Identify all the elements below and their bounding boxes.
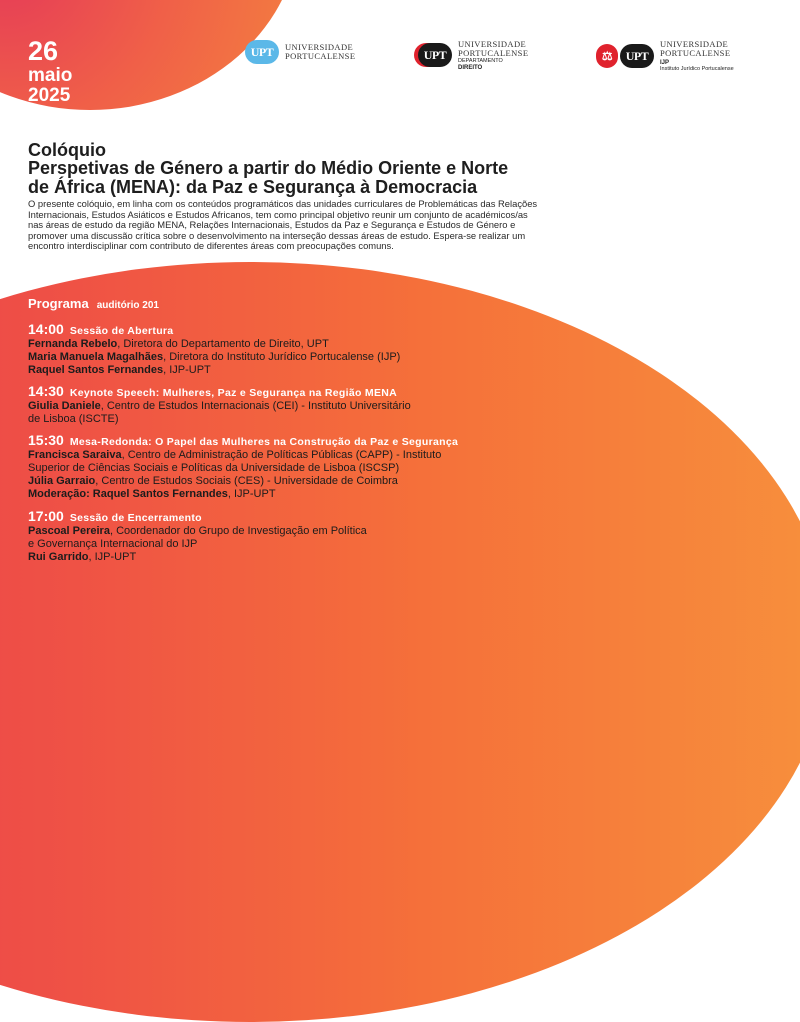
upt-mark-icon: UPT [620,44,654,68]
logo-line1: UNIVERSIDADE [285,42,354,53]
intro-line: nas áreas de estudo da região MENA, Relações Internacionais, Estudos da Paz e Segurança e Estudos de Género e [28,219,516,231]
speaker-role: , IJP-UPT [163,364,211,376]
moderator-name: Moderação: Raquel Santos Fernandes [28,488,228,500]
intro-line: promover uma discussão crítica sobre o desenvolvimento na interseção dessas áreas de estudo. Espera-se realizar um [28,229,526,241]
session-title: Keynote Speech: Mulheres, Paz e Segurança na Região MENA [69,387,398,399]
speaker-name: Pascoal Pereira [28,525,110,537]
logo-upt-direito [418,40,528,71]
program-heading [28,297,159,312]
logo-institute-name: Instituto Jurídico Portucalense [660,66,734,73]
speaker-role: , Centro de Administração de Políticas Públicas (CAPP) - Instituto [121,449,442,461]
logo-upt [245,40,355,64]
speaker-role: , Diretora do Instituto Jurídico Portucalense (IJP) [163,351,401,363]
logo-line1: UNIVERSIDADE [660,39,729,49]
session-title: Sessão de Abertura [69,325,174,337]
speaker-role-cont: e Governança Internacional do IJP [28,538,198,550]
program-title: Programa [28,296,89,311]
upt-mark-icon: UPT [245,40,279,64]
logo-line2: PORTUCALENSE [458,47,529,58]
scales-icon: ⚖ [596,44,618,68]
title-line-1: Colóquio [28,140,106,160]
title-line-2: Perspetivas de Género a partir do Médio Oriente e Norte [28,158,509,179]
speaker-name: Francisca Saraiva [28,449,122,461]
intro-line: Internacionais, Estudos Asiáticos e Estudos Africanos, tem como principal objetivo reunir um conjunto de académicos/as [28,208,528,220]
logo-line1: UNIVERSIDADE [458,39,527,49]
event-title [28,141,788,196]
speaker-role: , Diretora do Departamento de Direito, UPT [117,338,329,350]
session-title: Sessão de Encerramento [69,512,202,524]
speaker-role-cont: Superior de Ciências Sociais e Políticas da Universidade de Lisboa (ISCSP) [28,462,400,474]
session-time: 14:00 [28,321,64,337]
session-keynote [28,385,411,426]
intro-paragraph [28,199,780,252]
speaker-name: Rui Garrido [28,551,89,563]
session-title: Mesa-Redonda: O Papel das Mulheres na Construção da Paz e Segurança [69,436,459,448]
session-opening [28,323,400,377]
logo-institute-acronym: IJP [660,59,670,66]
session-time: 17:00 [28,508,64,524]
session-roundtable [28,434,458,501]
speaker-role: , Centro de Estudos Internacionais (CEI) - Instituto Universitário [100,400,411,412]
logo-upt-ijp [596,40,734,73]
speaker-name: Giulia Daniele [28,400,101,412]
logo-line2: PORTUCALENSE [285,51,356,61]
session-time: 15:30 [28,432,64,448]
speaker-name: Maria Manuela Magalhães [28,351,164,363]
speaker-name: Júlia Garraio [28,475,96,487]
speaker-role: , IJP-UPT [227,488,276,500]
program-room: auditório 201 [96,300,159,311]
logo-department: DEPARTAMENTO [458,57,503,64]
session-time: 14:30 [28,383,64,399]
date-month: maio [28,65,73,86]
logo-line2: PORTUCALENSE [660,47,731,58]
upt-mark-icon: UPT [418,43,452,67]
title-line-3: de África (MENA): da Paz e Segurança à Democracia [28,176,478,197]
intro-line: encontro interdisciplinar com contributo de diferentes áreas com preocupações comuns. [28,240,394,252]
speaker-role: , Coordenador do Grupo de Investigação em Política [109,525,367,537]
speaker-name: Raquel Santos Fernandes [28,364,164,376]
date-day: 26 [28,36,59,66]
speaker-name: Fernanda Rebelo [28,338,118,350]
logo-department-name: DIREITO [458,64,483,71]
speaker-role: , Centro de Estudos Sociais (CES) - Universidade de Coimbra [95,475,398,487]
speaker-role: , IJP-UPT [88,551,137,563]
intro-line: O presente colóquio, em linha com os conteúdos programáticos das unidades curriculares de Problemáticas das Relações [28,198,538,209]
event-date [28,38,72,105]
speaker-role-cont: de Lisboa (ISCTE) [28,413,119,425]
date-year: 2025 [28,85,71,106]
session-closing [28,510,367,564]
